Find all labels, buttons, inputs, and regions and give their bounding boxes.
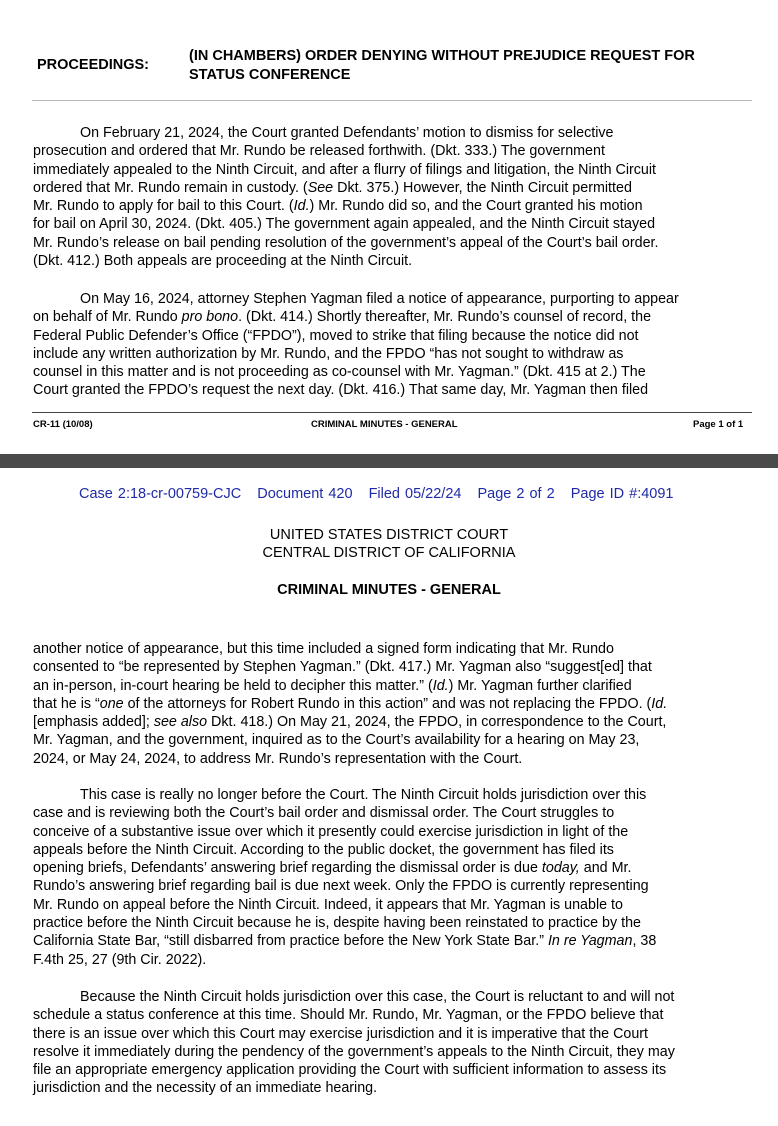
proceedings-title (189, 47, 764, 85)
text-line: Because the Ninth Circuit holds jurisdiction over this case, the Court is reluctant to and will not (80, 989, 675, 1005)
text-line: Mr. Rundo to apply for bail to this Court. (Id.) Mr. Rundo did so, and the Court granted his motion (33, 198, 643, 215)
page-break (0, 454, 778, 468)
text-line: immediately appealed to the Ninth Circuit, and after a flurry of filings and litigation, the Ninth Circuit (33, 161, 657, 178)
text-line: jurisdiction and the necessity of an immediate hearing. (33, 1080, 378, 1097)
paragraph-appearance (33, 290, 753, 400)
header-divider (32, 100, 752, 101)
text-line: Court granted the FPDO’s request the next day. (Dkt. 416.) That same day, Mr. Yagman then filed (33, 382, 649, 399)
text-line: conceive of a substantive issue over which it presently could exercise jurisdiction in light of the (33, 823, 629, 840)
paragraph-continued (33, 640, 753, 768)
paragraph-jurisdiction (33, 786, 753, 969)
proceedings-title-line: STATUS CONFERENCE (189, 67, 351, 83)
footer-form-number: CR-11 (10/08) (33, 419, 93, 430)
text-line: consented to “be represented by Stephen Yagman.” (Dkt. 417.) Mr. Yagman also “suggest[ed] that (33, 659, 652, 676)
text-line: [emphasis added]; see also Dkt. 418.) On May 21, 2024, the FPDO, in correspondence to the Court, (33, 714, 667, 731)
text-line: on behalf of Mr. Rundo pro bono. (Dkt. 414.) Shortly thereafter, Mr. Rundo’s counsel of record, the (33, 309, 652, 326)
text-line: ordered that Mr. Rundo remain in custody. (See Dkt. 375.) However, the Ninth Circuit permitted (33, 179, 632, 196)
minutes-title: CRIMINAL MINUTES - GENERAL (277, 582, 501, 598)
text-line: This case is really no longer before the Court. The Ninth Circuit holds jurisdiction over this (80, 787, 647, 803)
text-line: On May 16, 2024, attorney Stephen Yagman filed a notice of appearance, purporting to appear (80, 291, 679, 307)
text-line: case and is reviewing both the Court’s bail order and dismissal order. The Court struggles to (33, 805, 615, 822)
text-line: schedule a status conference at this time. Should Mr. Rundo, Mr. Yagman, or the FPDO believe that (33, 1007, 664, 1024)
text-line: that he is “one of the attorneys for Robert Rundo in this action” and was not replacing the FPDO. (Id. (33, 695, 668, 712)
text-line: resolve it immediately during the pendency of the government’s appeals to the Ninth Circuit, they may (33, 1043, 675, 1060)
footer-title: CRIMINAL MINUTES - GENERAL (311, 419, 458, 430)
text-line: prosecution and ordered that Mr. Rundo be released forthwith. (Dkt. 333.) The government (33, 143, 605, 160)
text-line: Federal Public Defender’s Office (“FPDO”), moved to strike that filing because the notice did not (33, 327, 639, 344)
text-line: Rundo’s answering brief regarding bail is due next week. Only the FPDO is currently representing (33, 878, 649, 895)
page-two-top (0, 468, 778, 1126)
text-line: counsel in this matter and is not proceeding as co-counsel with Mr. Yagman.” (Dkt. 415 at 2.) The (33, 364, 646, 381)
paragraph-conclusion (33, 988, 753, 1098)
text-line: opening briefs, Defendants’ answering brief regarding the dismissal order is due today, and Mr. (33, 860, 632, 877)
text-line: another notice of appearance, but this time included a signed form indicating that Mr. Rundo (33, 641, 614, 657)
page-count: Page 2 of 2 (477, 486, 555, 502)
page-one-bottom (0, 0, 778, 454)
text-line: an in-person, in-court hearing be held to decipher this matter.” (Id.) Mr. Yagman further clarified (33, 677, 632, 694)
proceedings-title-line: (IN CHAMBERS) ORDER DENYING WITHOUT PREJUDICE REQUEST FOR (189, 48, 695, 64)
footer-divider (32, 412, 752, 413)
text-line: Mr. Rundo’s release on bail pending resolution of the government’s appeal of the Court’s bail order. (33, 234, 659, 251)
filed-date: Filed 05/22/24 (368, 486, 462, 502)
court-district: CENTRAL DISTRICT OF CALIFORNIA (262, 545, 516, 561)
text-line: practice before the Ninth Circuit because he is, despite having been reinstated to practice by the (33, 915, 641, 932)
court-name: UNITED STATES DISTRICT COURT (269, 527, 509, 543)
text-line: there is an issue over which this Court may exercise jurisdiction and it is imperative that the Court (33, 1025, 649, 1042)
document-number: Document 420 (257, 486, 353, 502)
text-line: include any written authorization by Mr. Rundo, and the FPDO “has not sought to withdraw as (33, 345, 624, 362)
text-line: file an appropriate emergency application providing the Court with sufficient information to assess its (33, 1062, 667, 1079)
text-line: for bail on April 30, 2024. (Dkt. 405.) The government again appealed, and the Ninth Circuit stayed (33, 216, 656, 233)
proceedings-label: PROCEEDINGS: (37, 57, 149, 73)
page-id: Page ID #:4091 (570, 486, 674, 502)
text-line: On February 21, 2024, the Court granted Defendants’ motion to dismiss for selective (80, 125, 614, 141)
text-line: California State Bar, “still disbarred from practice before the New York State Bar.” In re Yagman, 38 (33, 933, 657, 950)
text-line: Mr. Rundo on appeal before the Ninth Circuit. Indeed, it appears that Mr. Yagman is unable to (33, 896, 623, 913)
paragraph-background (33, 124, 753, 270)
text-line: 2024, or May 24, 2024, to address Mr. Rundo’s representation with the Court. (33, 750, 523, 767)
footer-page-number: Page 1 of 1 (693, 419, 744, 430)
text-line: appeals before the Ninth Circuit. According to the public docket, the government has filed its (33, 841, 614, 858)
text-line: (Dkt. 412.) Both appeals are proceeding at the Ninth Circuit. (33, 253, 413, 270)
ecf-header (79, 486, 684, 502)
text-line: Mr. Yagman, and the government, inquired as to the Court’s availability for a hearing on May 23, (33, 732, 640, 749)
text-line: F.4th 25, 27 (9th Cir. 2022). (33, 951, 207, 968)
case-number: Case 2:18-cr-00759-CJC (79, 486, 242, 502)
